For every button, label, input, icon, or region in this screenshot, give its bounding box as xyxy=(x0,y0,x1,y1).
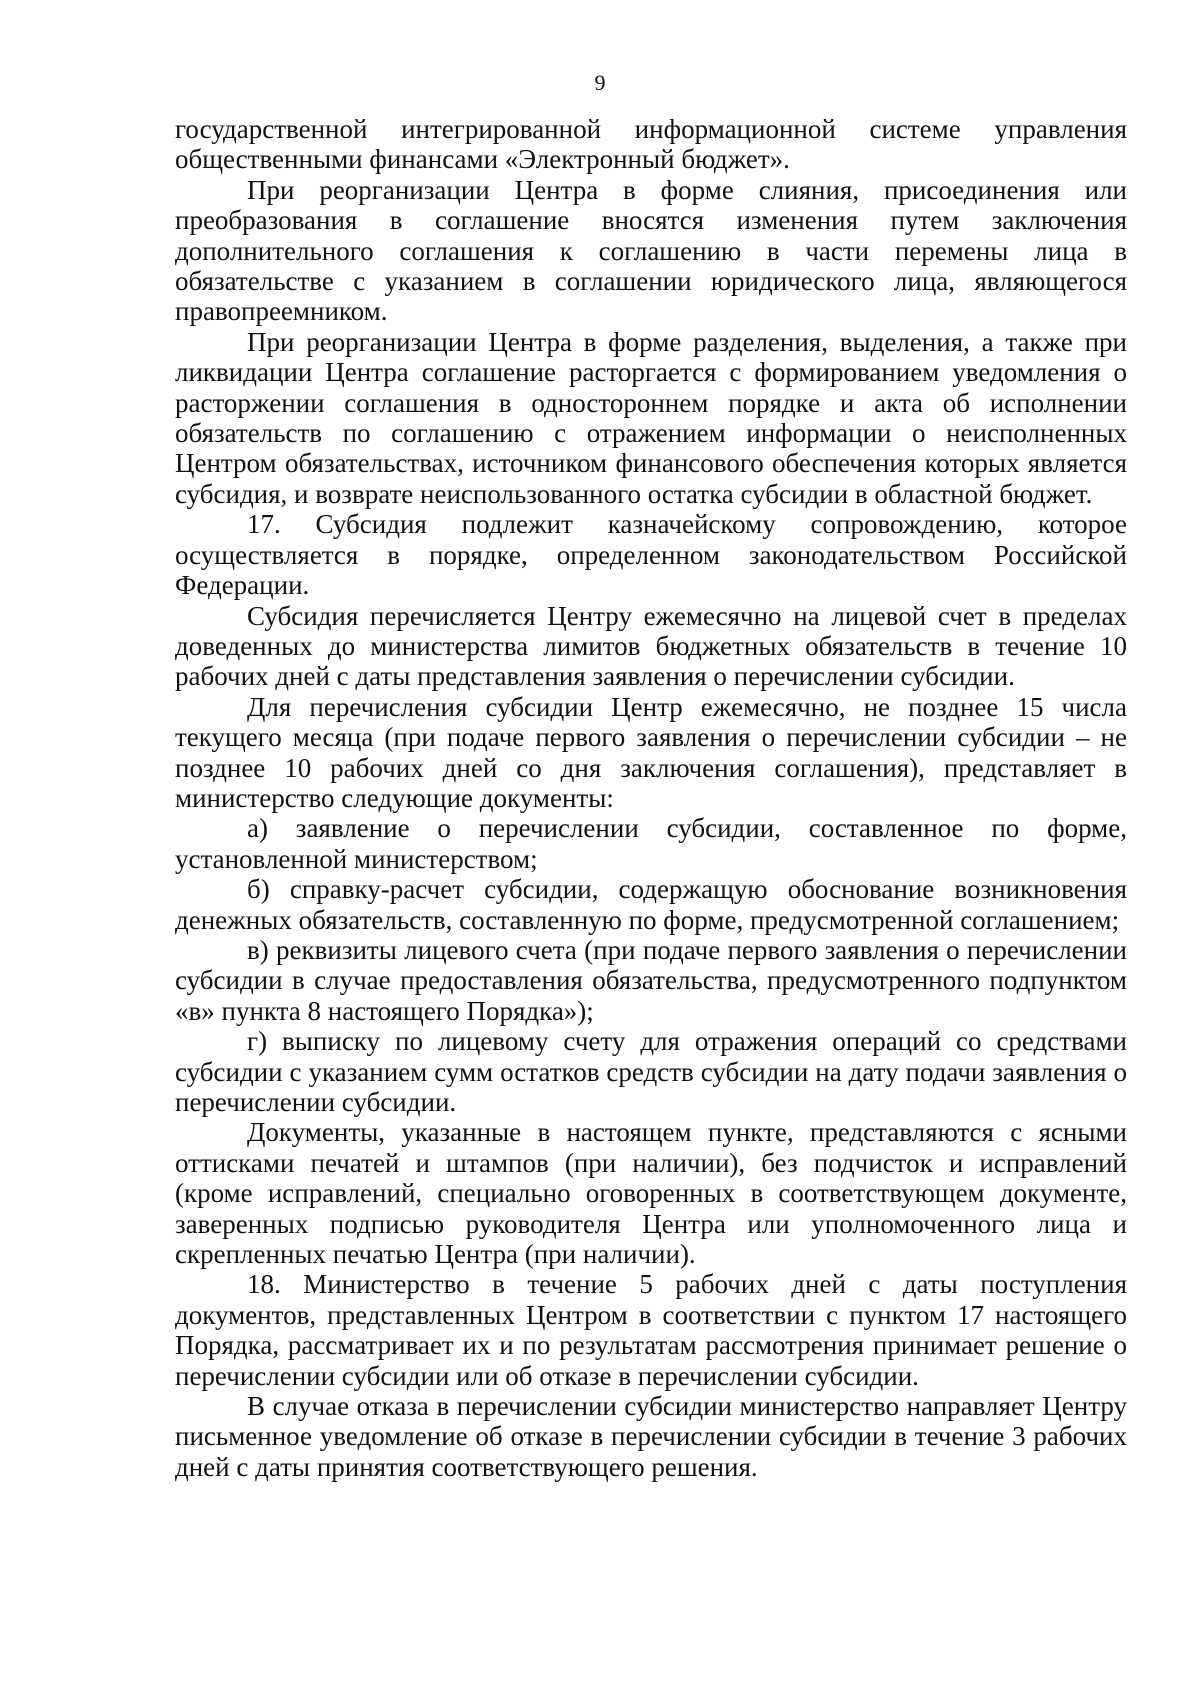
paragraph-12: 18. Министерство в течение 5 рабочих дней с даты поступления документов, представленных Центром в соответствии с пунктом 17 настоящего Порядка, рассматривает их и по результатам рассмотрения принимает решение о перечислении субсидии или об отказе в перечислении субсидии. xyxy=(175,1269,1127,1391)
paragraph-8: б) справку-расчет субсидии, содержащую обоснование возникновения денежных обязательств, составленную по форме, предусмотренной соглашением; xyxy=(175,874,1127,935)
paragraph-11: Документы, указанные в настоящем пункте, представляются с ясными оттисками печатей и штампов (при наличии), без подчисток и исправлений (кроме исправлений, специально оговоренных в соответствующем документе, заверенных подписью руководителя Центра или уполномоченного лица и скрепленных печатью Центра (при наличии). xyxy=(175,1117,1127,1270)
paragraph-2: При реорганизации Центра в форме слияния, присоединения или преобразования в соглашение вносятся изменения путем заключения дополнительного соглашения к соглашению в части перемены лица в обязательстве с указанием в соглашении юридического лица, являющегося правопреемником. xyxy=(175,174,1127,327)
paragraph-5: Субсидия перечисляется Центру ежемесячно на лицевой счет в пределах доведенных до министерства лимитов бюджетных обязательств в течение 10 рабочих дней с даты представления заявления о перечислении субсидии. xyxy=(175,600,1127,692)
paragraph-13: В случае отказа в перечислении субсидии министерство направляет Центру письменное уведомление об отказе в перечислении субсидии в течение 3 рабочих дней с даты принятия соответствующего решения. xyxy=(175,1391,1127,1482)
paragraph-3: При реорганизации Центра в форме разделения, выделения, а также при ликвидации Центра соглашение расторгается с формированием уведомления о расторжении соглашения в одностороннем порядке и акта об исполнении обязательств по соглашению с отражением информации о неисполненных Центром обязательствах, источником финансового обеспечения которых является субсидия, и возврате неиспользованного остатка субсидии в областной бюджет. xyxy=(175,326,1127,509)
document-body xyxy=(175,114,1127,1482)
paragraph-10: г) выписку по лицевому счету для отражения операций со средствами субсидии с указанием сумм остатков средств субсидии на дату подачи заявления о перечислении субсидии. xyxy=(175,1026,1127,1117)
paragraph-9: в) реквизиты лицевого счета (при подаче первого заявления о перечислении субсидии в случае предоставления обязательства, предусмотренного подпунктом «в» пункта 8 настоящего Порядка»); xyxy=(175,934,1127,1026)
page-number: 9 xyxy=(594,70,606,95)
paragraph-1: государственной интегрированной информационной системе управления общественными финансами «Электронный бюджет». xyxy=(175,114,1127,175)
paragraph-6: Для перечисления субсидии Центр ежемесячно, не позднее 15 числа текущего месяца (при подаче первого заявления о перечислении субсидии – не позднее 10 рабочих дней со дня заключения соглашения), представляет в министерство следующие документы: xyxy=(175,691,1127,813)
paragraph-4: 17. Субсидия подлежит казначейскому сопровождению, которое осуществляется в порядке, определенном законодательством Российской Федерации. xyxy=(175,509,1127,601)
paragraph-7: а) заявление о перечислении субсидии, составленное по форме, установленной министерством; xyxy=(175,813,1127,874)
